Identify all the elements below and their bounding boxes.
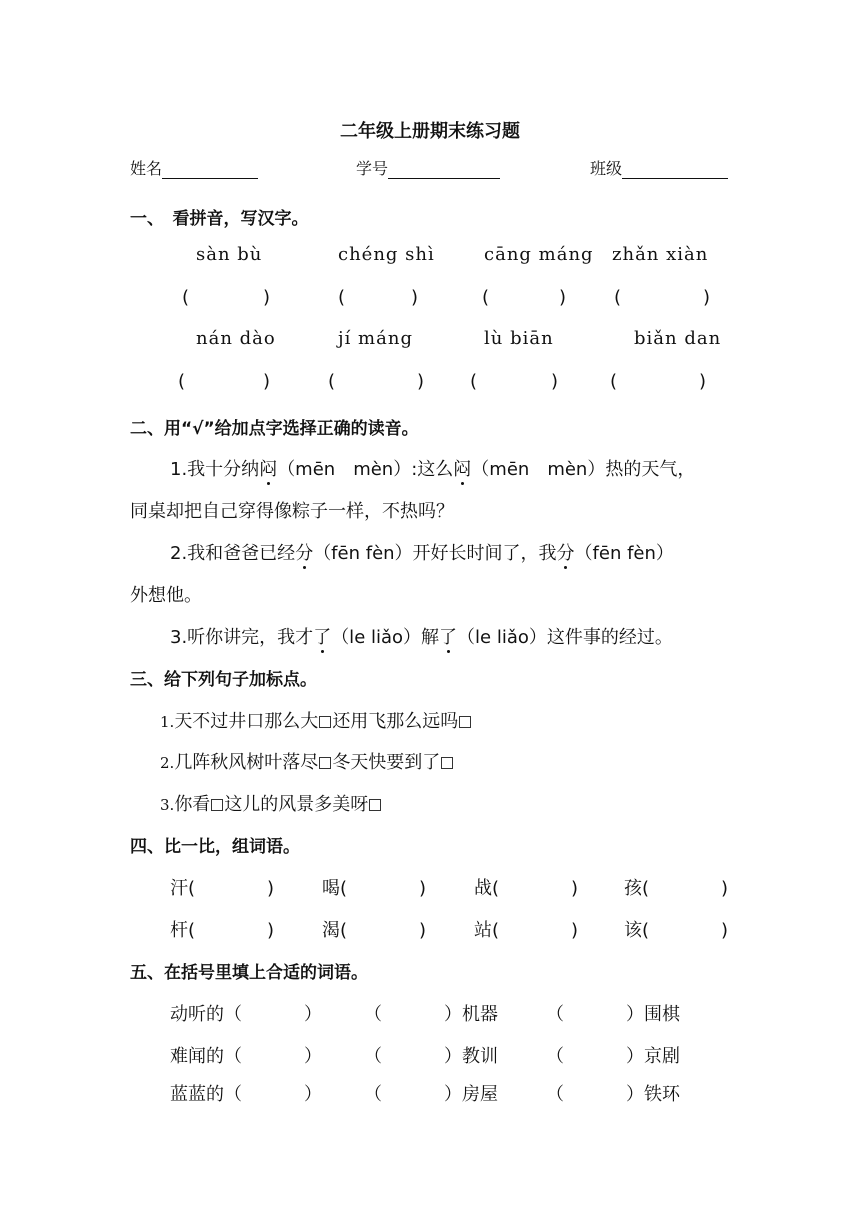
question-3: [170, 623, 673, 649]
punctuation-item: [160, 790, 382, 816]
pinyin-item: nán dào: [196, 328, 276, 349]
section-4-heading: 四、比一比，组词语。: [130, 837, 300, 857]
answer-blank[interactable]: ( ): [614, 287, 711, 308]
fill-row[interactable]: （ ）机器: [364, 1004, 498, 1025]
compare-item[interactable]: 孩( ): [624, 878, 729, 899]
pinyin-item: jí máng: [338, 328, 413, 349]
answer-blank[interactable]: ( ): [182, 287, 271, 308]
fill-row[interactable]: （ ）教训: [364, 1046, 498, 1067]
name-blank[interactable]: [162, 162, 258, 179]
punctuation-item: [160, 707, 472, 733]
answer-blank[interactable]: ( ): [610, 371, 707, 392]
number-label: 学号: [356, 159, 389, 178]
compare-item[interactable]: 杆( ): [170, 920, 275, 941]
answer-blank[interactable]: ( ): [482, 287, 567, 308]
number-blank[interactable]: [388, 162, 500, 179]
class-label: 班级: [590, 159, 623, 178]
fill-row[interactable]: （ ）京剧: [546, 1046, 680, 1067]
compare-item[interactable]: 喝( ): [322, 878, 427, 899]
q3-dotted-char-a: 了: [313, 627, 332, 648]
item-text: 你看: [174, 794, 211, 815]
item-text: 天不过井口那么大: [174, 711, 319, 732]
number-field[interactable]: [356, 156, 500, 179]
q3-options-b[interactable]: （le liǎo）这件事的经过。: [457, 627, 673, 648]
q1-dotted-char-b: 闷: [453, 459, 472, 480]
compare-item[interactable]: 站( ): [474, 920, 579, 941]
section-5-heading: 五、在括号里填上合适的词语。: [130, 963, 368, 983]
fill-row[interactable]: 动听的（ ）: [170, 1004, 322, 1025]
fill-row[interactable]: 蓝蓝的（ ）: [170, 1084, 322, 1105]
pinyin-item: cāng máng: [484, 244, 594, 265]
pinyin-item: sàn bù: [196, 244, 263, 265]
q1-dotted-char-a: 闷: [259, 459, 278, 480]
q1-prefix: 1.我十分纳: [170, 459, 260, 480]
fill-row[interactable]: 难闻的（ ）: [170, 1046, 322, 1067]
item-text: 还用飞那么远吗: [332, 711, 459, 732]
item-number: 3.: [160, 796, 175, 814]
q3-dotted-char-b: 了: [439, 627, 458, 648]
q2-options-a[interactable]: （fēn fèn）开好长时间了，我: [313, 543, 557, 564]
class-field[interactable]: [590, 156, 728, 179]
punctuation-box[interactable]: [369, 799, 381, 811]
item-text: 几阵秋风树叶落尽: [174, 752, 319, 773]
item-number: 2.: [160, 754, 175, 772]
compare-item[interactable]: 该( ): [624, 920, 729, 941]
section-3-heading: 三、给下列句子加标点。: [130, 670, 317, 690]
pinyin-item: zhǎn xiàn: [612, 244, 709, 265]
q3-options-a[interactable]: （le liǎo）解: [331, 627, 440, 648]
fill-row[interactable]: （ ）房屋: [364, 1084, 498, 1105]
punctuation-box[interactable]: [441, 757, 453, 769]
section-2-heading: 二、用“√”给加点字选择正确的读音。: [130, 419, 419, 439]
punctuation-box[interactable]: [319, 757, 331, 769]
compare-item[interactable]: 战( ): [474, 878, 579, 899]
answer-blank[interactable]: ( ): [178, 371, 271, 392]
section-1-heading: 一、 看拼音，写汉字。: [130, 209, 309, 229]
pinyin-item: biǎn dan: [634, 328, 722, 349]
q2-dotted-char-b: 分: [556, 543, 575, 564]
item-text: 这儿的风景多美呀: [224, 794, 369, 815]
pinyin-item: lù biān: [484, 328, 554, 349]
q2-dotted-char-a: 分: [295, 543, 314, 564]
fill-row[interactable]: （ ）围棋: [546, 1004, 680, 1025]
punctuation-box[interactable]: [211, 799, 223, 811]
q2-prefix: 2.我和爸爸已经: [170, 543, 296, 564]
question-1-line-2: 同桌却把自己穿得像粽子一样，不热吗？: [130, 501, 454, 522]
compare-item[interactable]: 汗( ): [170, 878, 275, 899]
question-2: [170, 539, 674, 565]
answer-blank[interactable]: ( ): [470, 371, 559, 392]
q2-options-b[interactable]: （fēn fèn）: [574, 543, 674, 564]
punctuation-item: [160, 748, 454, 774]
question-1: [170, 455, 695, 481]
pinyin-item: chéng shì: [338, 244, 435, 265]
question-2-line-2: 外想他。: [130, 585, 202, 606]
q1-options-b[interactable]: （mēn mèn）热的天气，: [471, 459, 696, 480]
page-title: 二年级上册期末练习题: [340, 121, 520, 142]
name-field[interactable]: [130, 156, 258, 179]
q1-options-a[interactable]: （mēn mèn）:这么: [277, 459, 454, 480]
punctuation-box[interactable]: [459, 716, 471, 728]
item-number: 1.: [160, 713, 175, 731]
answer-blank[interactable]: ( ): [328, 371, 425, 392]
name-label: 姓名: [130, 159, 163, 178]
fill-row[interactable]: （ ）铁环: [546, 1084, 680, 1105]
item-text: 冬天快要到了: [332, 752, 441, 773]
class-blank[interactable]: [622, 162, 728, 179]
q3-prefix: 3.听你讲完，我才: [170, 627, 314, 648]
compare-item[interactable]: 渴( ): [322, 920, 427, 941]
punctuation-box[interactable]: [319, 716, 331, 728]
answer-blank[interactable]: ( ): [338, 287, 419, 308]
